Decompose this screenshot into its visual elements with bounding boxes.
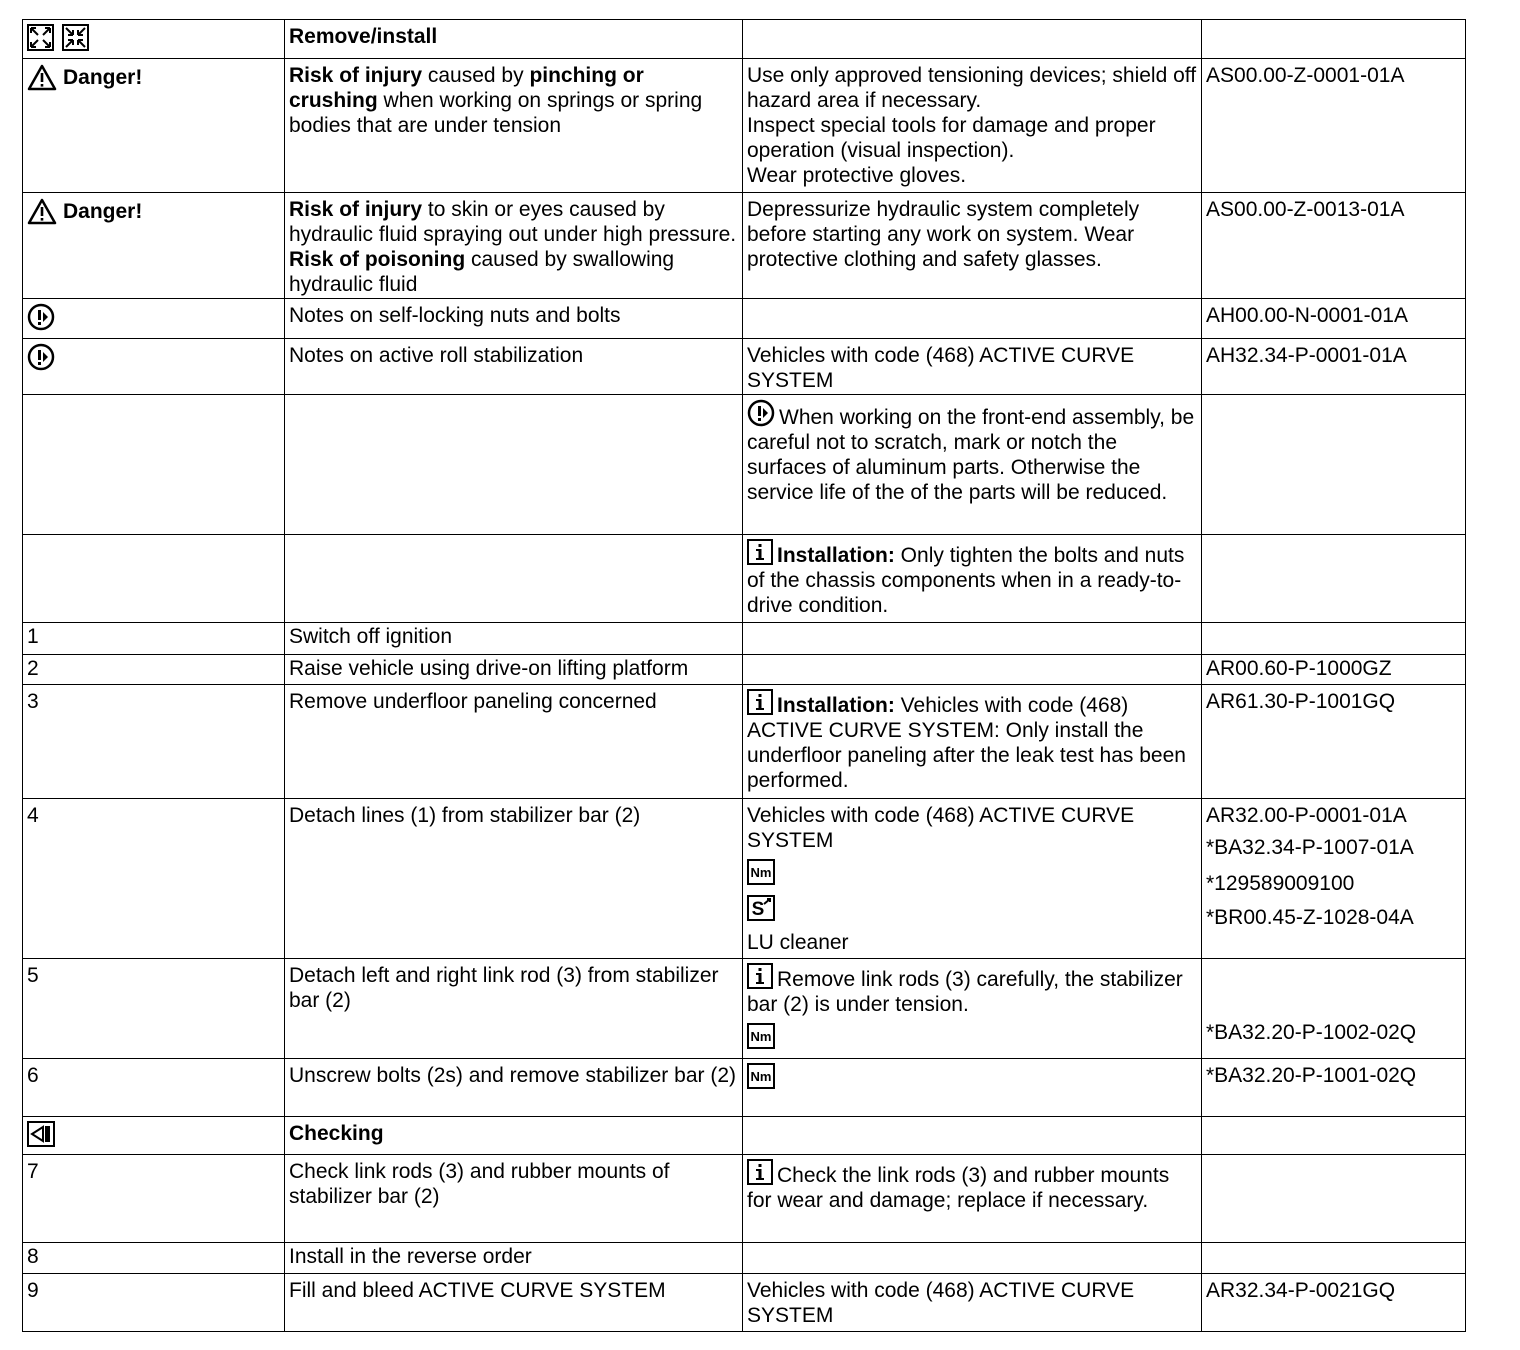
svg-text:S: S <box>751 899 765 920</box>
danger-doc-ref: AS00.00-Z-0001-01A <box>1202 59 1466 193</box>
danger-risk-cell: Risk of injury to skin or eyes caused by hydraulic fluid spraying out under high pressure. Risk of poisoning caused by swallowing hydraulic fluid <box>285 193 743 299</box>
step-text: Fill and bleed ACTIVE CURVE SYSTEM <box>285 1274 743 1332</box>
svg-text:Nm: Nm <box>750 1029 772 1044</box>
step-remarks <box>743 1059 1202 1117</box>
material-doc-ref: *BR00.45-Z-1028-04A <box>1206 905 1414 929</box>
step-text: Check link rods (3) and rubber mounts of stabilizer bar (2) <box>285 1155 743 1243</box>
step-row <box>23 1274 1466 1332</box>
remove-icon <box>27 24 54 57</box>
step-doc-ref: AR00.60-P-1000GZ <box>1202 655 1466 685</box>
torque-doc-ref: *BA32.20-P-1002-02Q <box>1206 1020 1417 1044</box>
danger-doc-ref: AS00.00-Z-0013-01A <box>1202 193 1466 299</box>
step-number: 9 <box>23 1274 285 1332</box>
section-title: Remove/install <box>289 25 438 48</box>
danger-row <box>23 193 1466 299</box>
step-doc-refs <box>1202 959 1466 1059</box>
svg-text:Nm: Nm <box>750 1069 772 1084</box>
note-icon-cell <box>23 299 285 339</box>
step-note: Check the link rods (3) and rubber mounts for wear and damage; replace if necessary. <box>743 1155 1202 1243</box>
checking-title-cell <box>285 1117 743 1155</box>
step-text: Raise vehicle using drive-on lifting platform <box>285 655 743 685</box>
info-icon <box>747 689 773 715</box>
checking-row <box>23 1117 1466 1155</box>
danger-risk-cell: Risk of injury caused by pinching or crushing when working on springs or spring bodies that are under tension <box>285 59 743 193</box>
step-row <box>23 685 1466 799</box>
step-remarks <box>743 799 1202 959</box>
note-row <box>23 299 1466 339</box>
step-note: Installation: Vehicles with code (468) ACTIVE CURVE SYSTEM: Only install the underfloor paneling after the leak test has been performed. <box>743 685 1202 799</box>
step-number: 7 <box>23 1155 285 1243</box>
step-doc-ref: AR32.00-P-0001-01A <box>1206 804 1407 827</box>
install-note-row <box>23 535 1466 623</box>
torque-icon <box>747 1023 775 1049</box>
step-number: 5 <box>23 959 285 1059</box>
step-doc-refs <box>1202 799 1466 959</box>
procedure-sheet <box>22 19 1466 1332</box>
note-icon-cell <box>23 339 285 395</box>
step-row <box>23 799 1466 959</box>
danger-label: Danger! <box>27 198 280 225</box>
procedure-table <box>22 19 1466 1332</box>
header-icons-cell <box>23 20 285 59</box>
note-text: Notes on self-locking nuts and bolts <box>285 299 743 339</box>
svg-text:Nm: Nm <box>750 865 772 880</box>
special-tool-icon <box>747 895 775 921</box>
install-icon <box>62 24 89 57</box>
step-number: 2 <box>23 655 285 685</box>
step-text: Install in the reverse order <box>285 1243 743 1274</box>
step-text: Switch off ignition <box>285 623 743 655</box>
danger-measure-cell: Use only approved tensioning devices; shield off hazard area if necessary. Inspect special tools for damage and proper operation (visual inspection). Wear protective gloves. <box>743 59 1202 193</box>
step-text: Detach lines (1) from stabilizer bar (2) <box>285 799 743 959</box>
note-row <box>23 339 1466 395</box>
note-doc-ref: AH32.34-P-0001-01A <box>1202 339 1466 395</box>
step-number: 3 <box>23 685 285 799</box>
info-icon <box>747 539 773 565</box>
step-doc-ref: AR61.30-P-1001GQ <box>1202 685 1466 799</box>
step-text: Detach left and right link rod (3) from stabilizer bar (2) <box>285 959 743 1059</box>
step-row <box>23 655 1466 685</box>
step-row <box>23 1059 1466 1117</box>
danger-label-cell <box>23 59 285 193</box>
info-icon <box>747 1159 773 1185</box>
note-icon <box>747 399 775 427</box>
note-icon <box>27 343 55 371</box>
caution-row <box>23 395 1466 535</box>
warning-icon <box>27 64 57 91</box>
header-empty-cell <box>743 20 1202 59</box>
header-row <box>23 20 1466 59</box>
step-material: LU cleaner <box>747 930 849 954</box>
danger-row <box>23 59 1466 193</box>
note-remark: Vehicles with code (468) ACTIVE CURVE SYSTEM <box>743 339 1202 395</box>
note-doc-ref: AH00.00-N-0001-01A <box>1202 299 1466 339</box>
tool-doc-ref: *129589009100 <box>1206 871 1355 895</box>
torque-doc-ref: *BA32.34-P-1007-01A <box>1206 835 1414 859</box>
step-row <box>23 1155 1466 1243</box>
caution-note: When working on the front-end assembly, be careful not to scratch, mark or notch the surfaces of aluminum parts. Otherwise the service life of the of the parts will be reduced. <box>743 395 1202 535</box>
step-row <box>23 959 1466 1059</box>
danger-label: Danger! <box>27 64 280 91</box>
step-row <box>23 623 1466 655</box>
warning-icon <box>27 198 57 225</box>
step-text: Unscrew bolts (2s) and remove stabilizer bar (2) <box>285 1059 743 1117</box>
torque-doc-ref: *BA32.20-P-1001-02Q <box>1202 1059 1466 1117</box>
header-empty-cell <box>1202 20 1466 59</box>
danger-label-cell <box>23 193 285 299</box>
info-icon <box>747 963 773 989</box>
torque-icon <box>747 859 775 885</box>
note-text: Notes on active roll stabilization <box>285 339 743 395</box>
note-icon <box>27 303 55 331</box>
step-number: 4 <box>23 799 285 959</box>
note-remark <box>743 299 1202 339</box>
step-number: 8 <box>23 1243 285 1274</box>
step-remark: Vehicles with code (468) ACTIVE CURVE SYSTEM <box>743 1274 1202 1332</box>
step-doc-ref: AR32.34-P-0021GQ <box>1202 1274 1466 1332</box>
step-row <box>23 1243 1466 1274</box>
checking-icon <box>27 1121 55 1147</box>
step-number: 6 <box>23 1059 285 1117</box>
checking-icon-cell <box>23 1117 285 1155</box>
install-note: Installation: Only tighten the bolts and nuts of the chassis components when in a ready-to-drive condition. <box>743 535 1202 623</box>
torque-icon <box>747 1063 775 1089</box>
header-title-cell <box>285 20 743 59</box>
danger-measure-cell: Depressurize hydraulic system completely before starting any work on system. Wear protective clothing and safety glasses. <box>743 193 1202 299</box>
step-text: Remove underfloor paneling concerned <box>285 685 743 799</box>
checking-title: Checking <box>289 1122 384 1145</box>
step-remark: Vehicles with code (468) ACTIVE CURVE SYSTEM <box>747 804 1135 852</box>
step-number: 1 <box>23 623 285 655</box>
step-remarks: Remove link rods (3) carefully, the stabilizer bar (2) is under tension. Nm <box>743 959 1202 1059</box>
